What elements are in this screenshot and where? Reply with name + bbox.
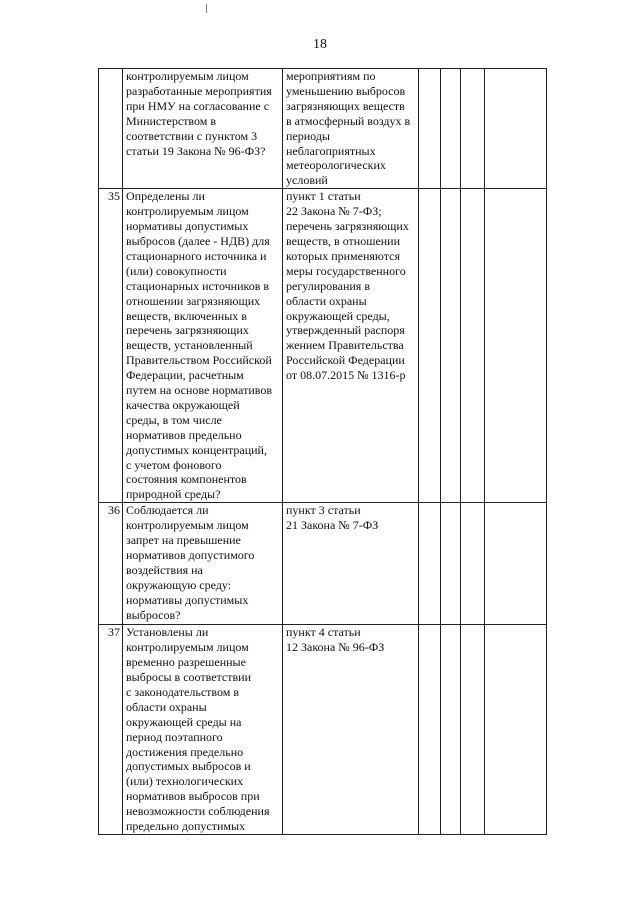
row-number: 36 (99, 503, 123, 625)
requirement-cell: пункт 4 статьи 12 Закона № 96-ФЗ (283, 625, 419, 835)
row-number (99, 69, 123, 189)
answer-na-cell (461, 625, 485, 835)
note-cell (485, 189, 547, 503)
requirement-cell: пункт 3 статьи 21 Закона № 7-ФЗ (283, 503, 419, 625)
note-cell (485, 503, 547, 625)
requirement-cell: пункт 1 статьи 22 Закона № 7-ФЗ; перечень загрязняющих веществ, в отношении которых применяются меры государственного регулирования в области охраны окружающей среды, утвержденный распоря жением Правительства Российской Федерации от 08.07.2015 № 1316-р (283, 189, 419, 503)
page-number: 18 (313, 37, 327, 52)
answer-yes-cell (419, 625, 441, 835)
answer-no-cell (441, 189, 461, 503)
row-number: 35 (99, 189, 123, 503)
question-cell: Соблюдается ли контролируемым лицом запрет на превышение нормативов допустимого воздействия на окружающую среду: нормативы допустимых выбросов? (123, 503, 283, 625)
answer-yes-cell (419, 189, 441, 503)
note-cell (485, 625, 547, 835)
answer-no-cell (441, 503, 461, 625)
requirement-cell: мероприятиям по уменьшению выбросов загрязняющих веществ в атмосферный воздух в периоды неблагоприятных метеорологических условий (283, 69, 419, 189)
note-cell (485, 69, 547, 189)
table-row (99, 503, 547, 625)
scan-mark (206, 4, 207, 13)
table-row (99, 625, 547, 835)
question-cell: контролируемым лицом разработанные мероприятия при НМУ на согласование с Министерством в соответствии с пунктом 3 статьи 19 Закона № 96-ФЗ? (123, 69, 283, 189)
table-row (99, 69, 547, 189)
answer-na-cell (461, 189, 485, 503)
question-cell: Определены ли контролируемым лицом нормативы допустимых выбросов (далее - НДВ) для стационарного источника и (или) совокупности стационарных источников в отношении загрязняющих веществ, включенных в перечень загрязняющих веществ, установленный Правительством Российской Федерации, расчетным путем на основе нормативов качества окружающей среды, в том числе нормативов предельно допустимых концентраций, с учетом фонового состояния компонентов природной среды? (123, 189, 283, 503)
answer-na-cell (461, 503, 485, 625)
answer-yes-cell (419, 503, 441, 625)
checklist-table (98, 68, 547, 835)
row-number: 37 (99, 625, 123, 835)
table-row (99, 189, 547, 503)
question-cell: Установлены ли контролируемым лицом временно разрешенные выбросы в соответствии с законодательством в области охраны окружающей среды на период поэтапного достижения предельно допустимых выбросов и (или) технологических нормативов выбросов при невозможности соблюдения предельно допустимых (123, 625, 283, 835)
answer-yes-cell (419, 69, 441, 189)
answer-no-cell (441, 69, 461, 189)
answer-no-cell (441, 625, 461, 835)
answer-na-cell (461, 69, 485, 189)
